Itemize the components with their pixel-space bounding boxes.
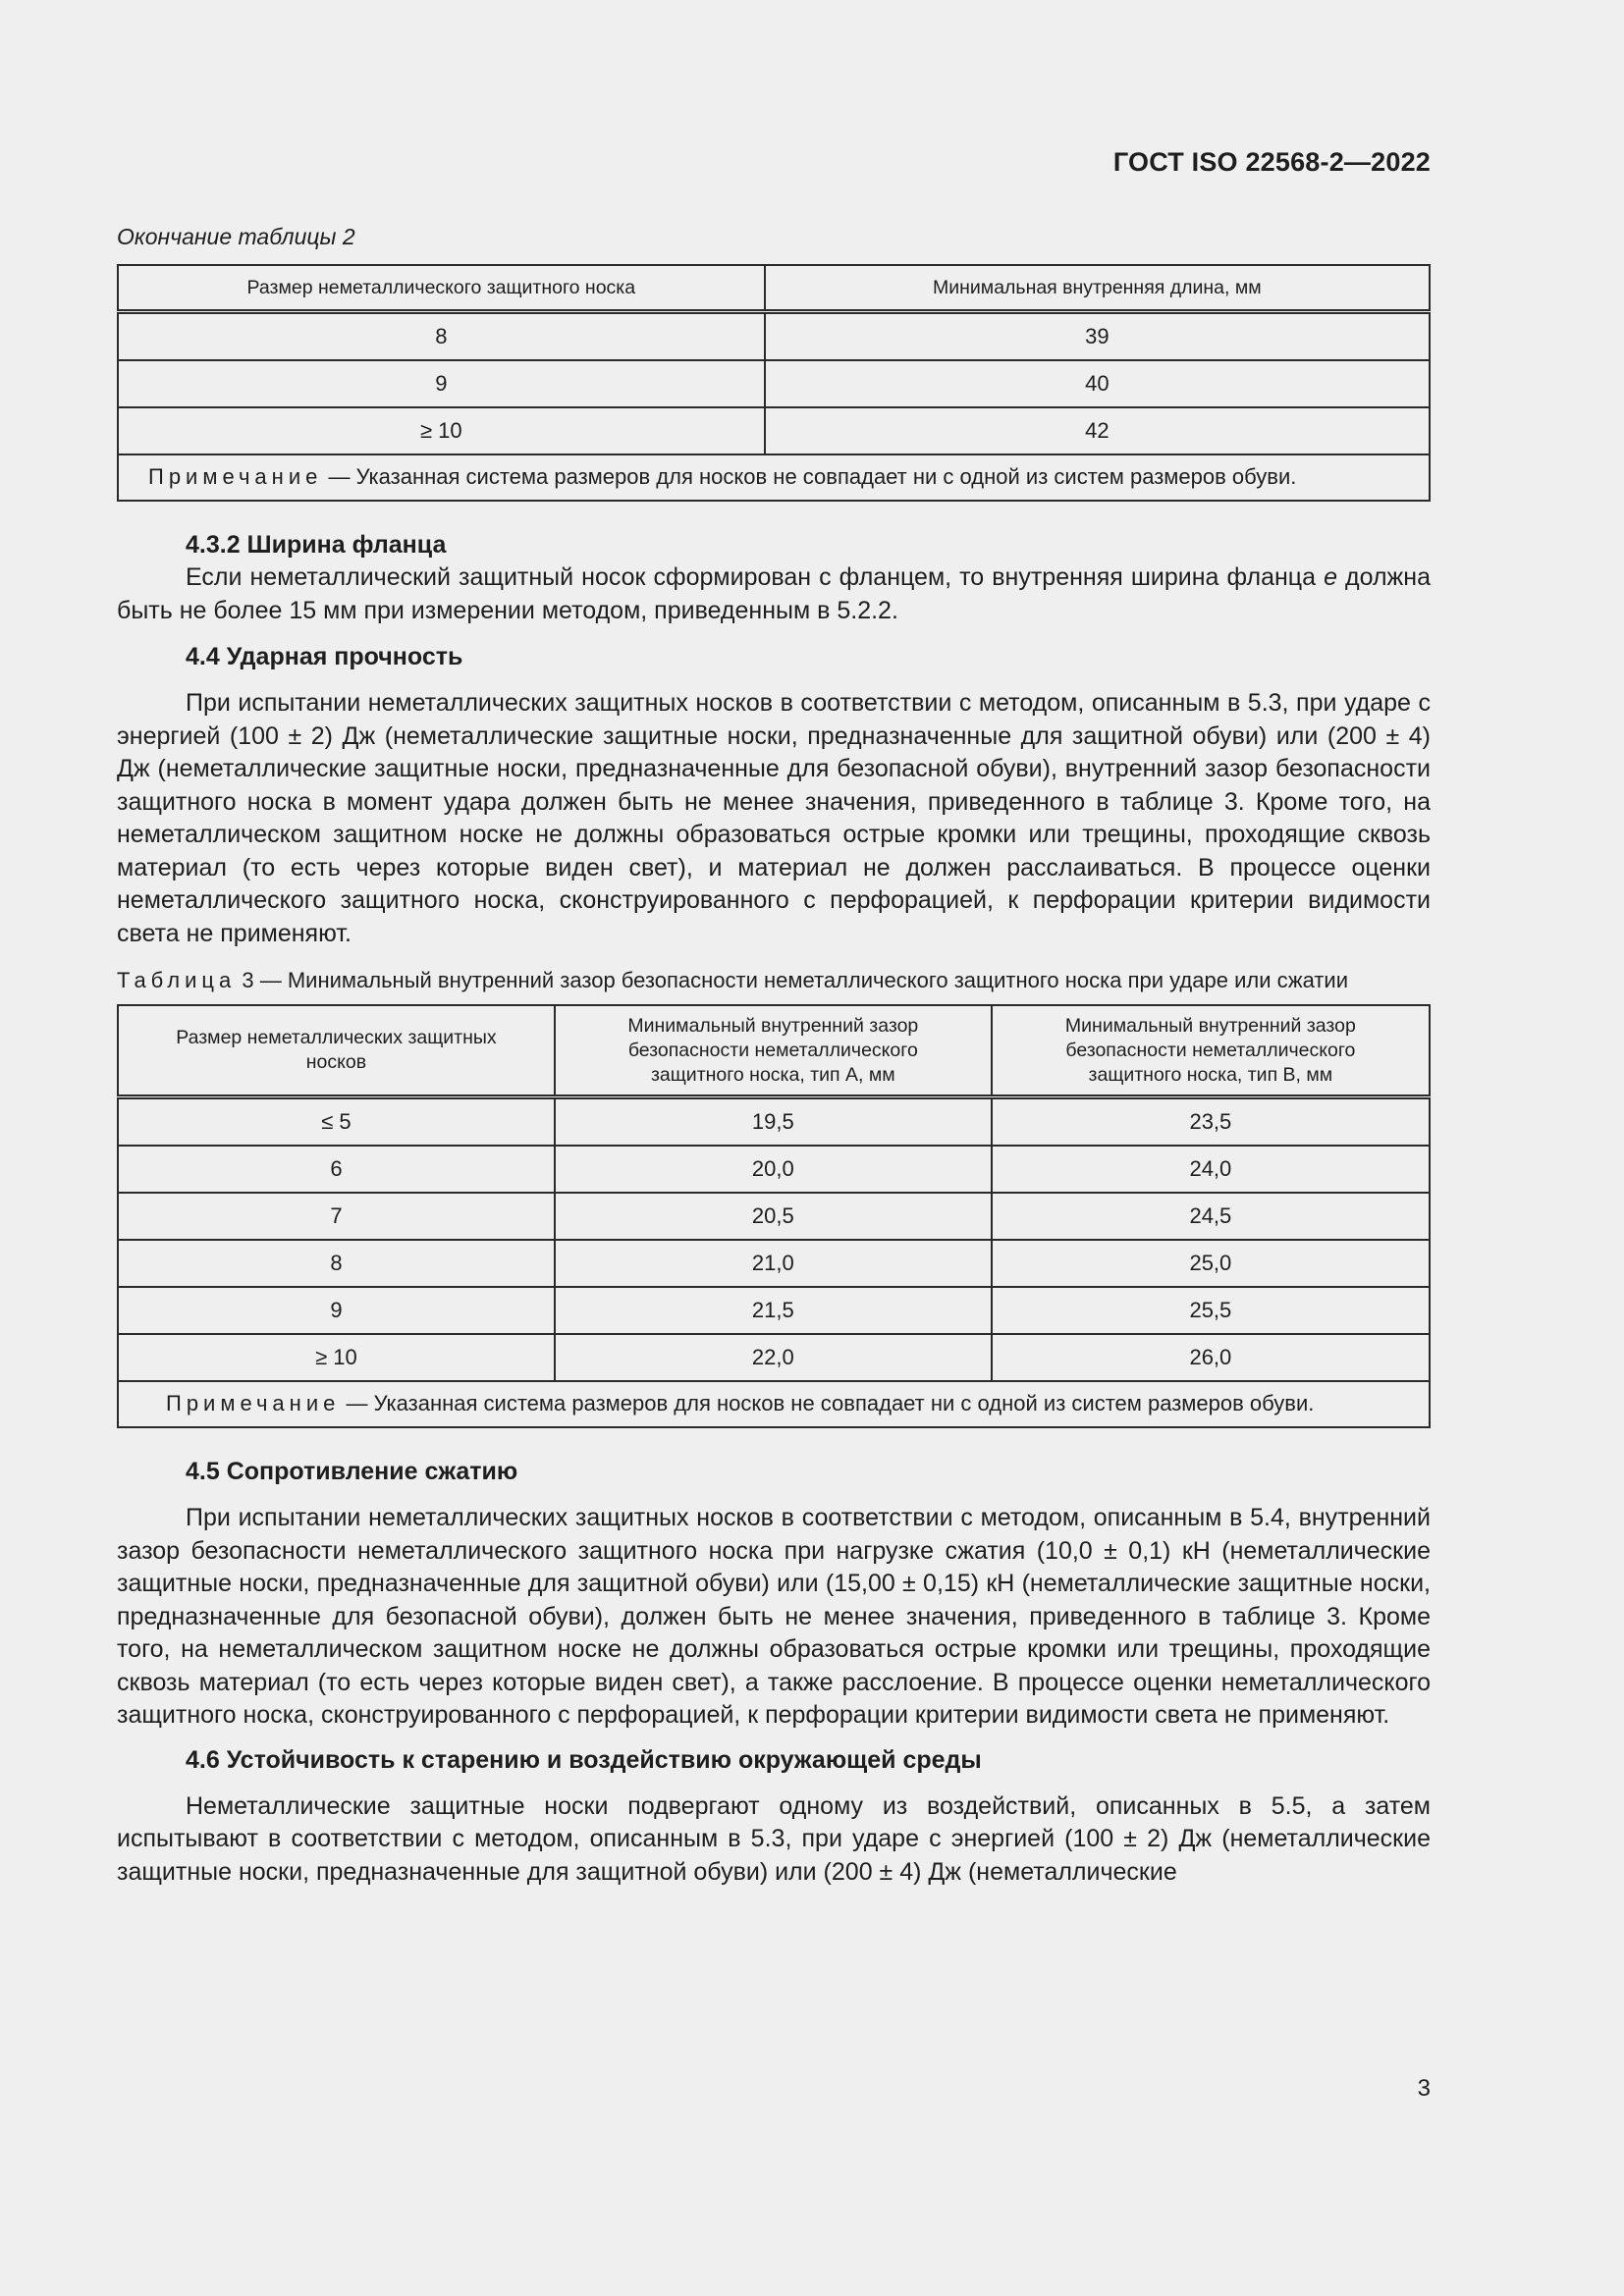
table3-cell: 7: [118, 1193, 555, 1240]
section-4-3-2-text-a: Если неметаллический защитный носок сформирован с фланцем, то внутренняя ширина фланца: [186, 563, 1325, 591]
table2-note: [118, 454, 1430, 501]
table3-caption-label: Таблица: [117, 968, 237, 992]
table2: [117, 264, 1431, 502]
section-4-4-paragraph: При испытании неметаллических защитных носков в соответствии с методом, описанным в 5.3, при ударе с энергией (100 ± 2) Дж (неметаллические защитные носки, предназначенные для защитной обуви) или (200 ± 4) Дж (неметаллические защитные носки, предназначенные для безопасной обуви), внутренний зазор безопасности защитного носка в момент удара должен быть не менее значения, приведенного в таблице 3. Кроме того, на неметаллическом защитном носке не должны образоваться острые кромки или трещины, проходящие сквозь материал (то есть через которые виден свет), и материал не должен расслаиваться. В процессе оценки неметаллического защитного носка, сконструированного с перфорацией, к перфорации критерии видимости света не применяют.: [117, 689, 1431, 947]
table-row: [118, 1097, 1430, 1147]
page-content: [117, 224, 1431, 1889]
table3-cell: 23,5: [992, 1097, 1430, 1147]
table2-note-label: Примечание: [148, 464, 323, 489]
table3-cell: 19,5: [555, 1097, 992, 1147]
flange-variable: e: [1324, 563, 1337, 591]
table2-header-length: Минимальная внутренняя длина, мм: [765, 265, 1430, 312]
table3-note-label: Примечание: [166, 1391, 341, 1415]
table3-caption-text: 3 — Минимальный внутренний зазор безопасности неметаллического защитного носка при ударе или сжатии: [236, 968, 1348, 992]
table-row: [118, 1146, 1430, 1193]
section-4-4-title: 4.4 Ударная прочность: [186, 643, 463, 670]
table-row: [118, 1287, 1430, 1334]
section-4-3-2-title: 4.3.2 Ширина фланца: [186, 531, 447, 559]
table2-header-size: Размер неметаллического защитного носка: [118, 265, 765, 312]
table3-cell: 20,5: [555, 1193, 992, 1240]
table-row: [118, 360, 1430, 407]
table3-caption: [117, 966, 1431, 994]
section-4-6-title: 4.6 Устойчивость к старению и воздействию окружающей среды: [186, 1745, 982, 1774]
section-4-5-paragraph: При испытании неметаллических защитных носков в соответствии с методом, описанным в 5.4, внутренний зазор безопасности неметаллического защитного носка при нагрузке сжатия (10,0 ± 0,1) кН (неметаллические защитные носки, предназначенные для защитной обуви) или (15,00 ± 0,15) кН (неметаллические защитные носки, предназначенные для безопасной обуви), должен быть не менее значения, приведенного в таблице 3. Кроме того, на неметаллическом защитном носке не должны образоваться острые кромки или трещины, проходящие сквозь материал (то есть через которые виден свет), а также расслоение. В процессе оценки неметаллического защитного носка, сконструированного с перфорацией, к перфорации критерии видимости света не применяют.: [117, 1504, 1431, 1729]
table2-cell: ≥ 10: [118, 407, 765, 454]
table2-cell: 40: [765, 360, 1430, 407]
table3-cell: 21,0: [555, 1240, 992, 1287]
table3-header-row: [118, 1005, 1430, 1097]
table3: [117, 1004, 1431, 1428]
table3-cell: 24,5: [992, 1193, 1430, 1240]
table3-cell: ≥ 10: [118, 1334, 555, 1381]
table2-cell: 8: [118, 312, 765, 361]
table2-cell: 39: [765, 312, 1430, 361]
table2-note-text: — Указанная система размеров для носков не совпадает ни с одной из систем размеров обуви.: [322, 464, 1297, 489]
table-row: [118, 1240, 1430, 1287]
table3-cell: 24,0: [992, 1146, 1430, 1193]
table3-cell: 25,5: [992, 1287, 1430, 1334]
table-row: [118, 312, 1430, 361]
table3-header-size: Размер неметаллических защитных носков: [118, 1005, 555, 1097]
table3-note: [118, 1381, 1430, 1427]
table-row: [118, 1193, 1430, 1240]
table3-note-text: — Указанная система размеров для носков не совпадает ни с одной из систем размеров обуви.: [340, 1391, 1315, 1415]
table2-continuation-caption: Окончание таблицы 2: [117, 224, 355, 249]
table3-cell: 22,0: [555, 1334, 992, 1381]
table3-cell: 25,0: [992, 1240, 1430, 1287]
table-row: [118, 407, 1430, 454]
table3-cell: 6: [118, 1146, 555, 1193]
table3-header-type-a: Минимальный внутренний зазор безопасности неметаллического защитного носка, тип А, мм: [555, 1005, 992, 1097]
table2-cell: 9: [118, 360, 765, 407]
section-4-5-title: 4.5 Сопротивление сжатию: [186, 1458, 518, 1485]
table3-note-row: [118, 1381, 1430, 1427]
table3-cell: 20,0: [555, 1146, 992, 1193]
table3-cell: 9: [118, 1287, 555, 1334]
table3-header-type-b: Минимальный внутренний зазор безопасности неметаллического защитного носка, тип В, мм: [992, 1005, 1430, 1097]
table3-cell: 26,0: [992, 1334, 1430, 1381]
table-row: [118, 1334, 1430, 1381]
table2-note-row: [118, 454, 1430, 501]
table3-cell: 21,5: [555, 1287, 992, 1334]
table2-header-row: [118, 265, 1430, 312]
document-code: ГОСТ ISO 22568-2—2022: [1112, 147, 1431, 177]
table2-cell: 42: [765, 407, 1430, 454]
table3-cell: ≤ 5: [118, 1097, 555, 1147]
page-number: 3: [1417, 2075, 1431, 2102]
section-4-3-2-text-b: должна быть не более 15 мм при измерении методом, приведенным в 5.2.2.: [117, 563, 1431, 624]
section-4-6-paragraph: Неметаллические защитные носки подвергают одному из воздействий, описанных в 5.5, а затем испытывают в соответствии с методом, описанным в 5.3, при ударе с энергией (100 ± 2) Дж (неметаллические защитные носки, предназначенные для защитной обуви) или (200 ± 4) Дж (неметаллические: [117, 1791, 1431, 1886]
section-4-3-2-paragraph: [117, 561, 1431, 627]
table3-cell: 8: [118, 1240, 555, 1287]
